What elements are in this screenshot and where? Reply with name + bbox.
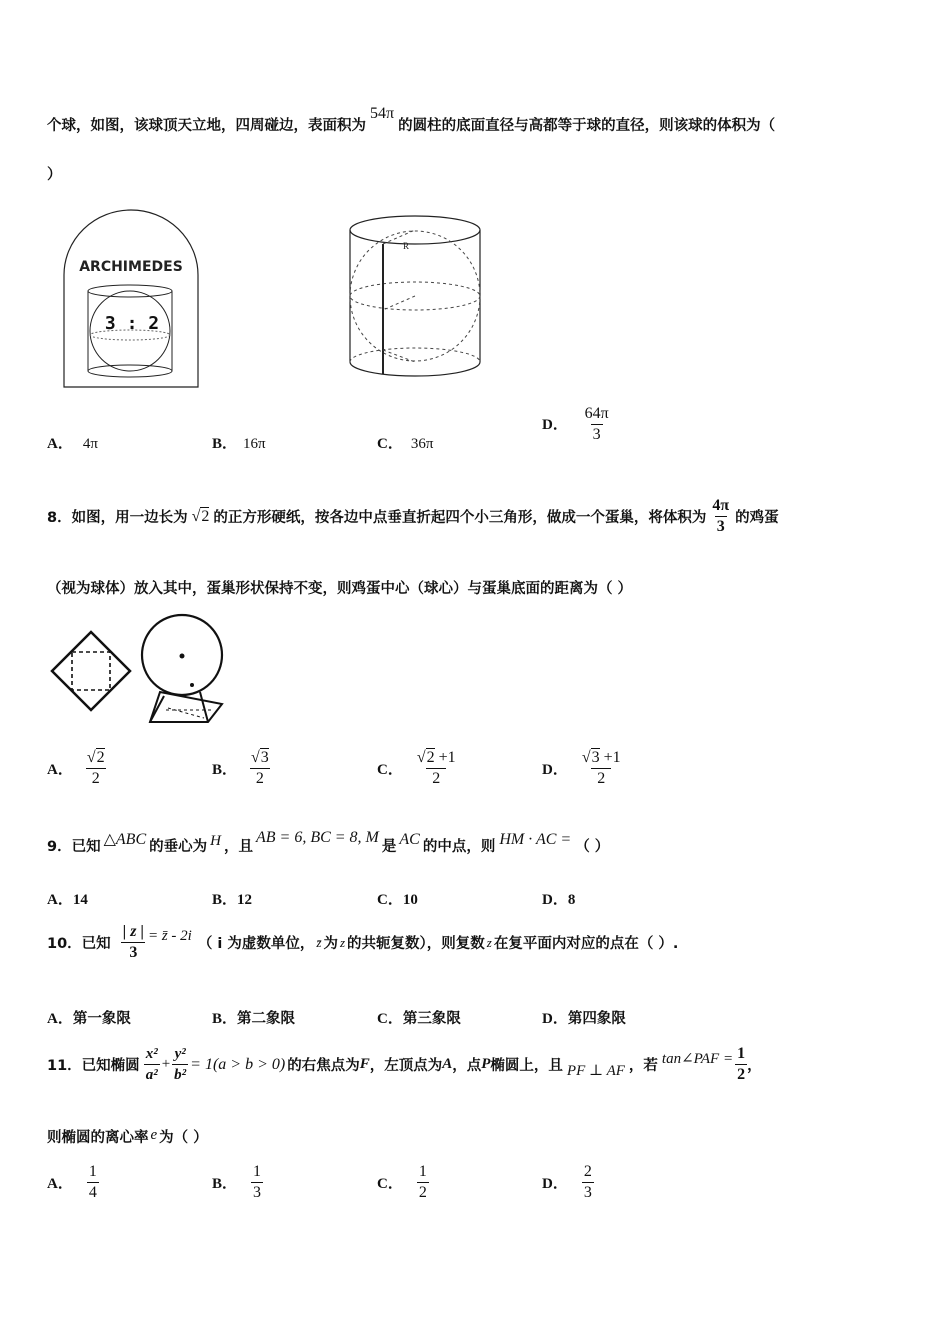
cylinder-sphere-figure: [345, 210, 485, 385]
q8-volume: $\frac{4\pi}{3}$: [712, 497, 730, 535]
q7-option-b[interactable]: B． 16π: [212, 436, 266, 452]
radius-label: R: [403, 241, 410, 251]
q11-option-b[interactable]: B． $\frac{1}{3}$: [212, 1163, 262, 1201]
q8-option-d[interactable]: D． $\frac{√3 +1}{2}$: [542, 749, 621, 787]
q9-option-c[interactable]: C．10: [377, 892, 418, 908]
q10-stem: 10．已知 $\frac{| z |}{3}$ = z̄ - 2i （ i 为虚数单位， z̄ 为 z 的共轭复数），则复数 z 在复平面内对应的点在（ ）.: [47, 923, 679, 961]
archimedes-figure: [60, 205, 210, 390]
q11-line1: 11．已知椭圆 $\frac{\text{x²}}{\text{a²}}$ + $\frac{\text{y²}}{\text{b²}}$ = 1(a > b > 0) 的右焦点为 F ，左顶点为 A ，点 P 椭圆上，且 PF ⊥ AF ，若 tan∠PAF = $\frac{1}{2}$ ，: [47, 1045, 762, 1083]
q8-option-a[interactable]: A． $\frac{√2}{2}$: [47, 749, 105, 787]
q11-option-c[interactable]: C． $\frac{1}{2}$: [377, 1163, 427, 1201]
q7-line1: 个球，如图，该球顶天立地，四周碰边，表面积为54π的圆柱的底面直径与高都等于球的直径，则该球的体积为（: [47, 105, 776, 134]
egg-nest-figure: [138, 612, 228, 727]
q7-option-c[interactable]: C． 36π: [377, 436, 434, 452]
q10-option-c[interactable]: C．第三象限: [377, 1011, 461, 1027]
q11-option-a[interactable]: A． $\frac{1}{4}$: [47, 1163, 97, 1201]
q7-option-a[interactable]: A． 4π: [47, 436, 98, 452]
q8-line2: （视为球体）放入其中，蛋巢形状保持不变，则鸡蛋中心（球心）与蛋巢底面的距离为（ ）: [47, 581, 633, 597]
q10-option-b[interactable]: B．第二象限: [212, 1011, 296, 1027]
q10-option-d[interactable]: D．第四象限: [542, 1011, 626, 1027]
q7-area: 54π: [370, 105, 395, 122]
q8-line1: 8．如图，用一边长为 √2 的正方形硬纸，按各边中点垂直折起四个小三角形，做成一个蛋巢，将体积为 $\frac{4\pi}{3}$ 的鸡蛋: [47, 497, 779, 535]
q7-option-d[interactable]: D． $\frac{64\pi}{3}$: [542, 405, 609, 443]
q9-option-a[interactable]: A．14: [47, 892, 88, 908]
paper-square-figure: [50, 630, 132, 712]
q9-option-b[interactable]: B．12: [212, 892, 253, 908]
q8-option-b[interactable]: B． $\frac{√3}{2}$: [212, 749, 269, 787]
q11-line2: 则椭圆的离心率 e 为（ ）: [47, 1127, 208, 1146]
ratio-label: 3 : 2: [104, 313, 160, 334]
q9-stem: 9．已知 △ABC 的垂心为 H ，且 AB = 6, BC = 8, M 是 AC 的中点，则 HM · AC = （ ）: [47, 828, 610, 855]
q11-option-d[interactable]: D． $\frac{2}{3}$: [542, 1163, 592, 1201]
q9-option-d[interactable]: D．8: [542, 892, 576, 908]
archimedes-label: ARCHIMEDES: [79, 259, 183, 275]
q7-line2: ）: [47, 167, 62, 183]
q10-option-a[interactable]: A．第一象限: [47, 1011, 131, 1027]
q8-option-c[interactable]: C． $\frac{√2 +1}{2}$: [377, 749, 456, 787]
